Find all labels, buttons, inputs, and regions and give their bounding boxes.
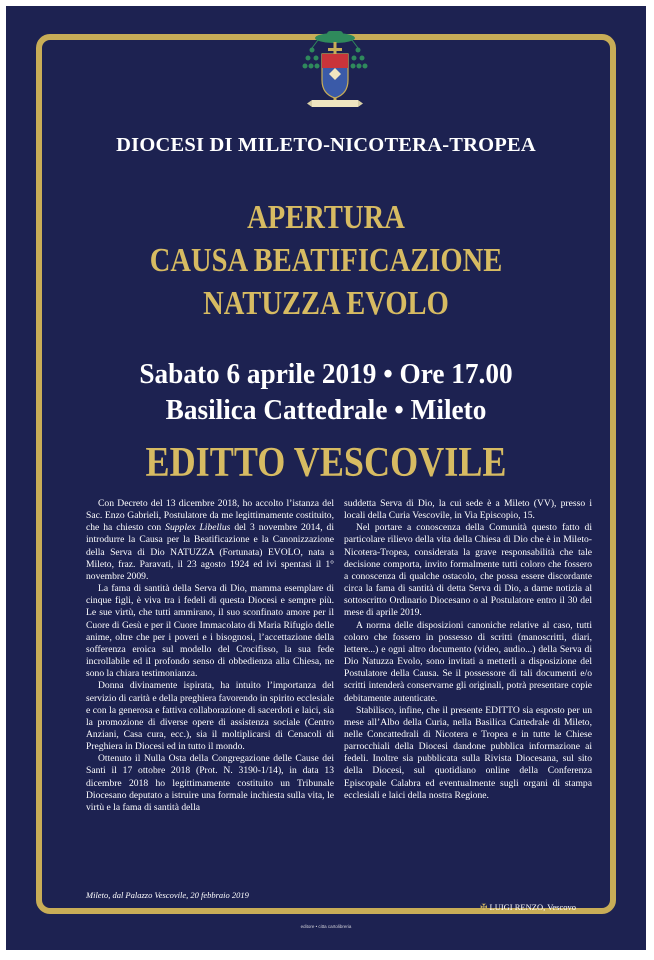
headline-line-1: APERTURA: [247, 199, 405, 236]
bishop-title: , Vescovo: [543, 902, 576, 912]
text-column-right: [344, 498, 592, 802]
paragraph: Con Decreto del 13 dicembre 2018, ho accolto l’istanza del Sac. Enzo Gabrieli, Postulatore da me legittimamente costituito, che ha chiesto con Supplex Libellus del 3 novembre 2014, di introdurre la Causa per la Beatificazione e la Canonizzazione della Serva di Dio NATUZZA (Fortunata) EVOLO, nata a Mileto, fraz. Paravati, il 23 agosto 1924 ed ivi spentasi il 1° novembre 2009.: [86, 498, 335, 582]
printer-credit: editore • citta cartolibreria: [300, 924, 352, 929]
paragraph-continuation: suddetta Serva di Dio, la cui sede è a Mileto (VV), presso i locali della Curia Vescovile, in Via Episcopio, 15.: [344, 498, 592, 522]
decree-title: EDITTO VESCOVILE: [145, 440, 507, 486]
event-place: Basilica Cattedrale • Mileto: [165, 394, 487, 426]
episcopal-coat-of-arms-icon: [298, 28, 372, 112]
paragraph: La fama di santità della Serva di Dio, mamma esemplare di cinque figli, è viva tra i fedeli di questa Diocesi e sempre più. Le sue virtù, che tutti ammirano, il suo sconfinato amore per il Cuore di Gesù e per il Cuore Immacolato di Maria Rifugio delle anime, oltre che per i poveri e i bisognosi, l’accettazione della sofferenza eroica sul modello del Crocifisso, la sua fede incrollabile ed il profondo senso di obbedienza alla Chiesa, ne sono la chiara testimonianza.: [86, 583, 334, 680]
paragraph: Stabilisco, infine, che il presente EDITTO sia esposto per un mese all’Albo della Curia, nella Basilica Cattedrale di Mileto, nelle Concattedrali di Nicotera e Tropea e in tutte le Chiese parrocchiali della Diocesi dandone pubblica informazione ai fedeli. Inoltre sia pubblicata sulla Rivista Diocesana, sul sito della Diocesi, sul quotidiano online della Conferenza Episcopale Calabra ed eventualmente sugli organi di stampa ecclesiali e laici della nostra Regione.: [344, 704, 592, 801]
text-column-left: [86, 498, 334, 814]
headline-line-3: NATUZZA EVOLO: [203, 285, 449, 322]
paragraph: Nel portare a conoscenza della Comunità questo fatto di particolare rilievo della vita della Chiesa di Dio che è in Mileto-Nicotera-Tropea, considerata la grave responsabilità che tale decisione comporta, invito formalmente tutti coloro che fossero a conoscenza di qualche ostacolo, che possa essere discordante circa la fama di santità di detta Serva di Dio, a darne notizia al sottoscritto Ordinario Diocesano o al Postulatore entro il 30 del mese di aprile 2019.: [344, 522, 592, 619]
bishop-name: LUIGI RENZO: [489, 902, 544, 912]
headline: [82, 196, 569, 325]
paragraph: Donna divinamente ispirata, ha intuito l’importanza del servizio di carità e della preghiera favorendo in spirito ecclesiale e con la generosa e fattiva collaborazione di sacerdoti e laici, sia la promozione di diverse opere di assistenza sociale (Centro Anziani, Casa cura, ecc.), sia il moltiplicarsi di Cenacoli di Preghiera in Diocesi ed in tutto il mondo.: [86, 680, 334, 753]
place-and-date: Mileto, dal Palazzo Vescovile, 20 febbraio 2019: [86, 890, 249, 900]
event-date-time: Sabato 6 aprile 2019 • Ore 17.00: [139, 358, 513, 390]
headline-line-2: CAUSA BEATIFICAZIONE: [149, 242, 503, 279]
paragraph: A norma delle disposizioni canoniche relative al caso, tutti coloro che fossero in possesso di scritti (manoscritti, diari, lettere...) e ogni altro documento (video, audio...) della Serva di Dio Natuzza Evolo, sono invitati a metterli a disposizione del Postulatore della Causa. Se il possessore di tali documenti e/o scritti intenderà conservarne gli originali, potrà presentare copie debitamente autenticate.: [344, 619, 592, 704]
paragraph: Ottenuto il Nulla Osta della Congregazione delle Cause dei Santi il 17 ottobre 2018 (Prot. N. 3190-1/14), in data 13 dicembre 2018 ho legittimamente costituito un Tribunale Diocesano deputato a istruire una formale inchiesta sulla vita, le virtù e la fama di santità della: [86, 753, 334, 813]
event-details: [35, 356, 618, 428]
decree-text: [86, 498, 592, 878]
cross-icon: ✠: [480, 902, 488, 912]
diocese-name: DIOCESI DI MILETO-NICOTERA-TROPEA: [116, 134, 536, 156]
bishop-signature: [480, 902, 576, 913]
poster: [6, 6, 646, 950]
